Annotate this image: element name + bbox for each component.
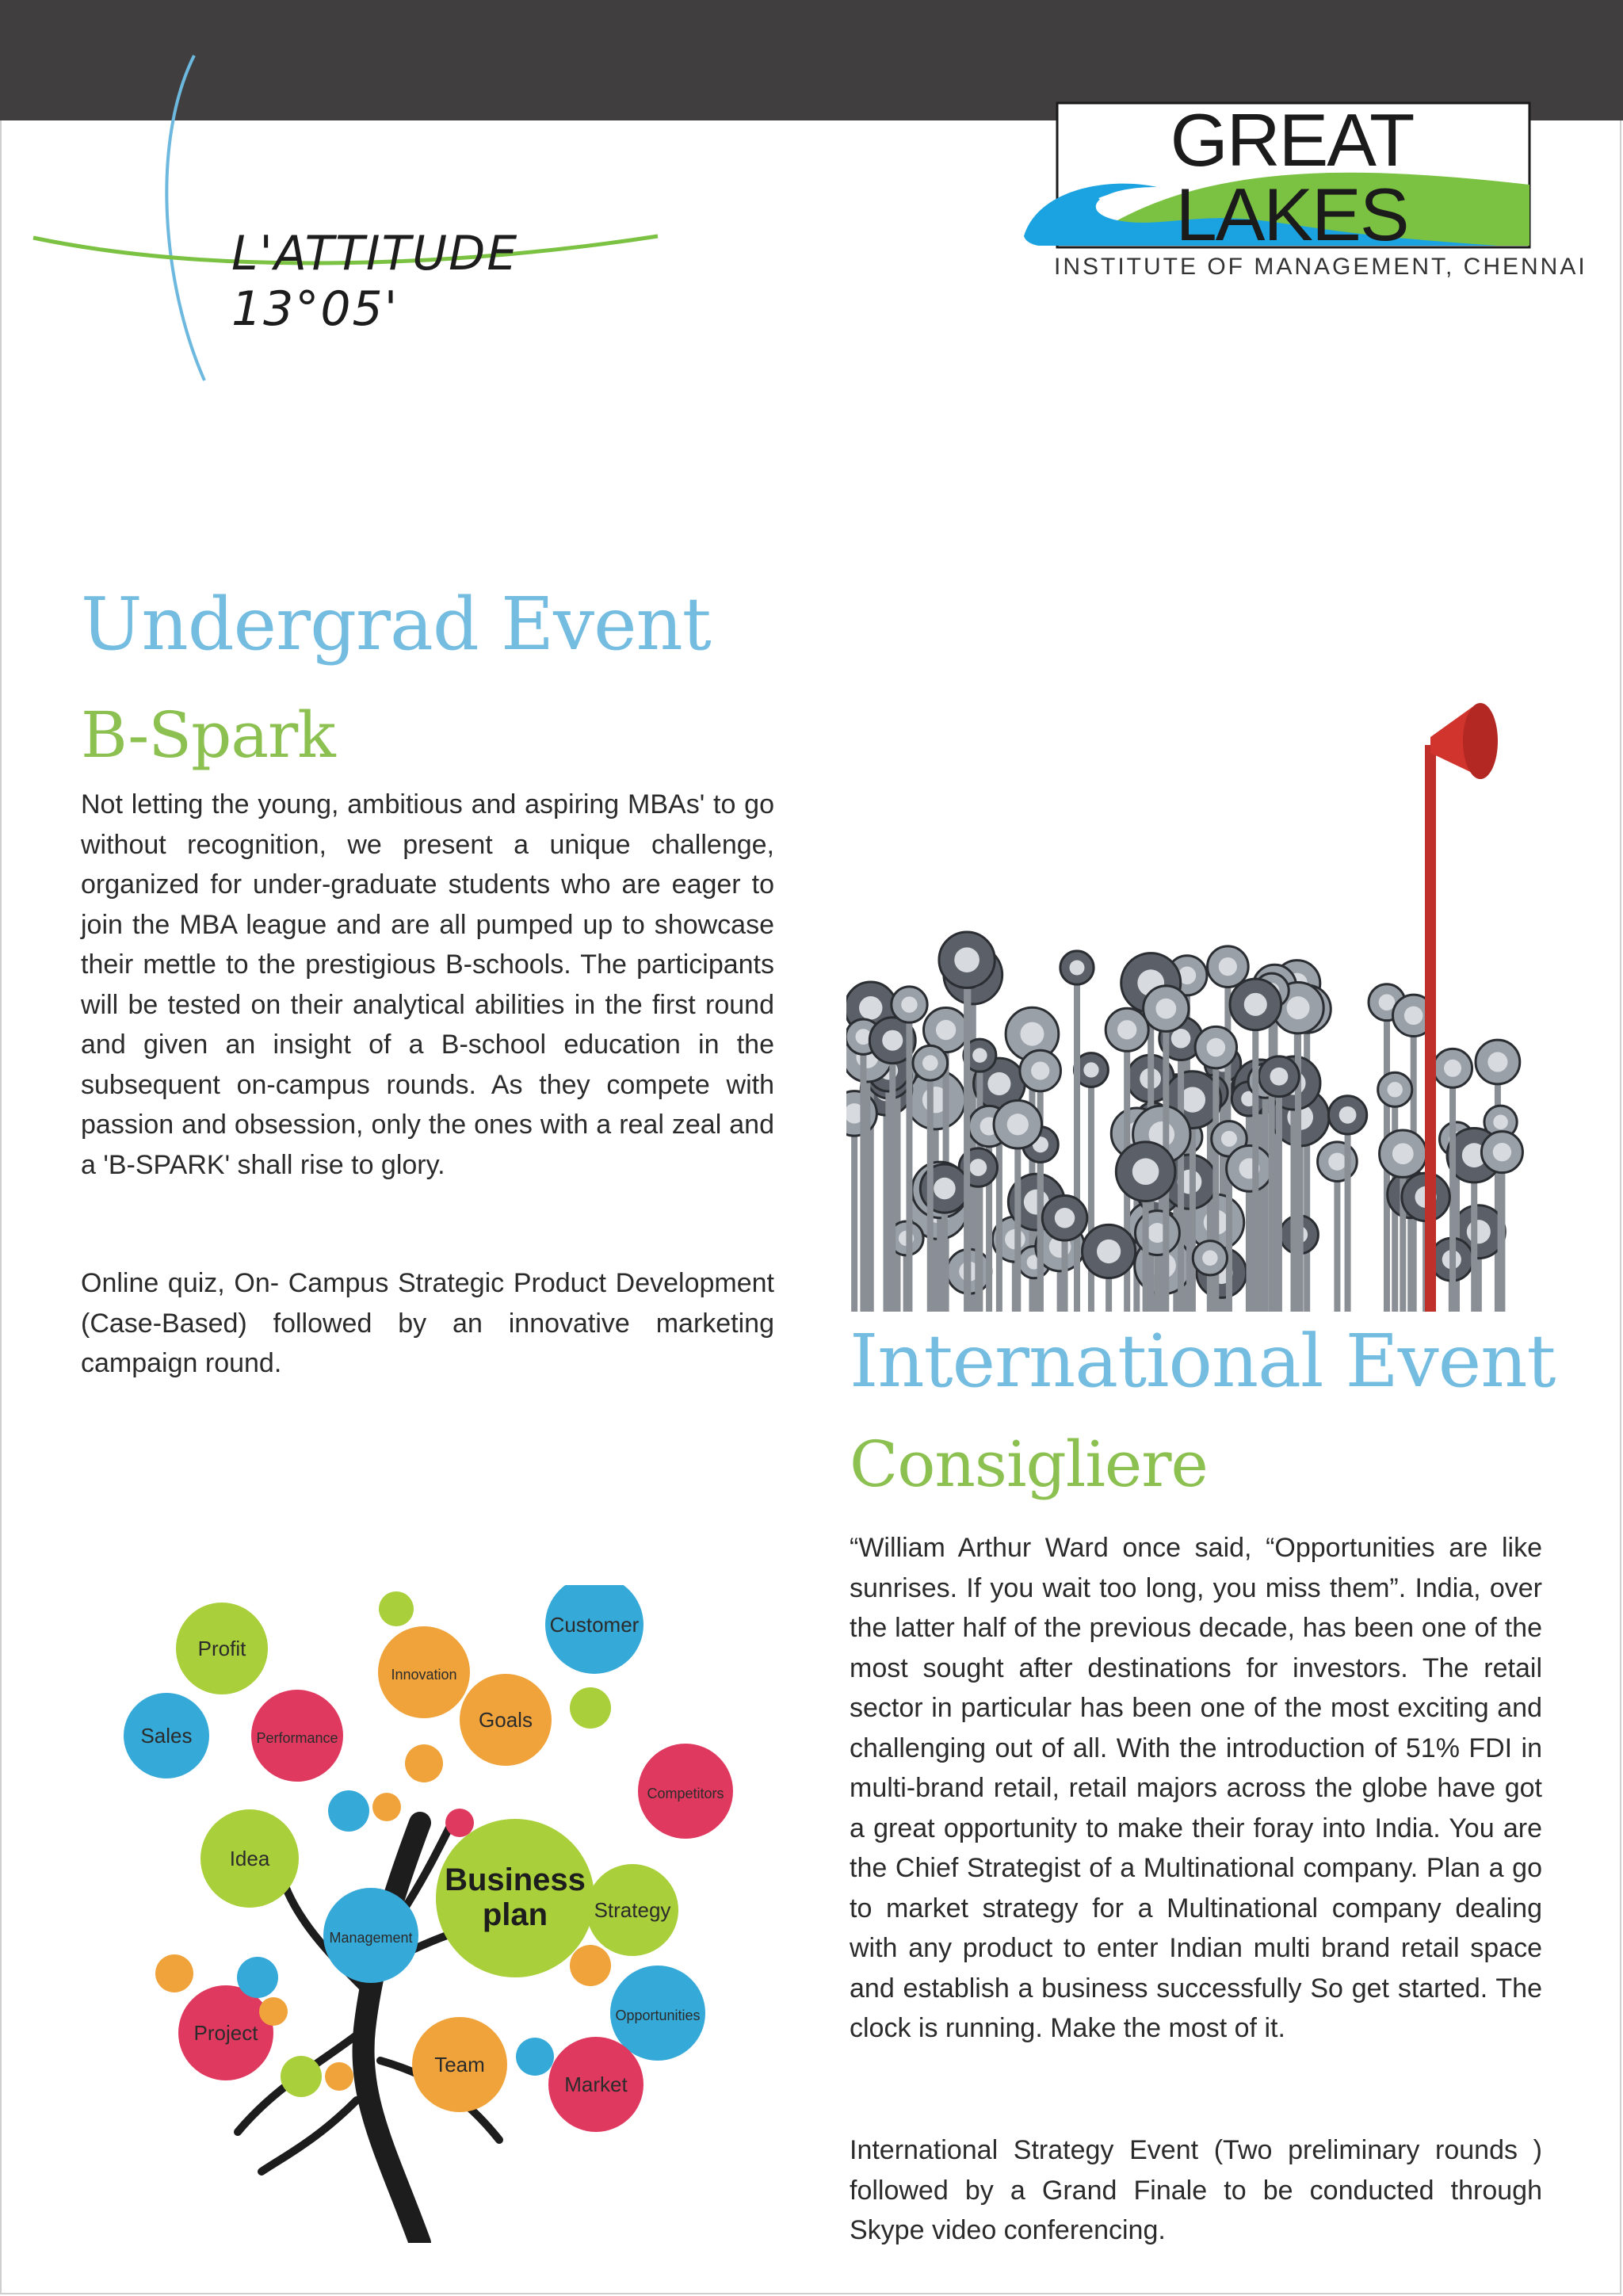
event-badge [24,48,674,396]
badge-text: L'ATTITUDE 13°05' [231,226,519,337]
logo-subtitle: INSTITUTE OF MANAGEMENT, CHENNAI [1054,254,1587,280]
logo-title: GREAT LAKES [1170,98,1414,256]
undergrad-event-title: B-Spark [81,698,335,772]
international-description: “William Arthur Ward once said, “Opportunities are like sunrises. If you wait too long, you miss them”. India, over the latter half of the previous decade, has been one of the most sought after destinations for investors. The retail sector in particular has been one of the most exciting and challenging out of all. With the introduction of 51% FDI in multi-brand retail, retail majors across the globe have got a great opportunity to make their foray into India. You are the Chief Strategist of a Multinational company. Plan a go to market strategy for a Multinational company dealing with any product to enter Indian multi brand retail space and establish a business successfully So get started. The clock is running. Make the most of it. [850,1533,1542,2043]
svg-text:Idea: Idea [229,1847,270,1870]
great-lakes-logo [1022,98,1587,292]
badge-swoosh-graphic [24,48,674,396]
svg-text:Goals: Goals [479,1708,533,1732]
svg-text:Strategy: Strategy [594,1898,671,1922]
svg-text:Management: Management [329,1930,413,1946]
svg-text:Team: Team [434,2053,485,2076]
svg-text:Sales: Sales [140,1724,193,1748]
svg-text:Innovation: Innovation [391,1667,457,1683]
svg-text:Profit: Profit [197,1637,246,1660]
international-event-title: Consigliere [850,1427,1208,1501]
undergrad-format: Online quiz, On- Campus Strategic Product Development (Case-Based) followed by an innovative marketing campaign round. [81,1268,774,1378]
svg-text:Competitors: Competitors [647,1786,724,1801]
megaphones-image [846,697,1542,1312]
svg-text:Performance: Performance [256,1730,338,1746]
international-format: International Strategy Event (Two preliminary rounds ) followed by a Grand Finale to be conducted through Skype video conferencing. [850,2135,1542,2245]
svg-text:Project: Project [193,2021,258,2045]
international-category-heading: International Event [850,1319,1556,1404]
svg-text:Opportunities: Opportunities [615,2008,701,2023]
svg-text:Business: Business [445,1862,586,1897]
svg-text:Customer: Customer [549,1613,640,1637]
business-plan-tree-image [119,1585,761,2243]
svg-text:Market: Market [564,2073,628,2096]
undergrad-description: Not letting the young, ambitious and aspiring MBAs' to go without recognition, we present a unique challenge, organized for under-graduate students who are eager to join the MBA league and are all pumped up to showcase their mettle to the prestigious B-schools. The participants will be tested on their analytical abilities in the first round and given an insight of a B-school education in the subsequent on-campus rounds. As they compete with passion and obsession, only the ones with a real zeal and a 'B-SPARK' shall rise to glory. [81,789,774,1180]
undergrad-category-heading: Undergrad Event [81,582,711,667]
svg-text:plan: plan [482,1897,548,1932]
